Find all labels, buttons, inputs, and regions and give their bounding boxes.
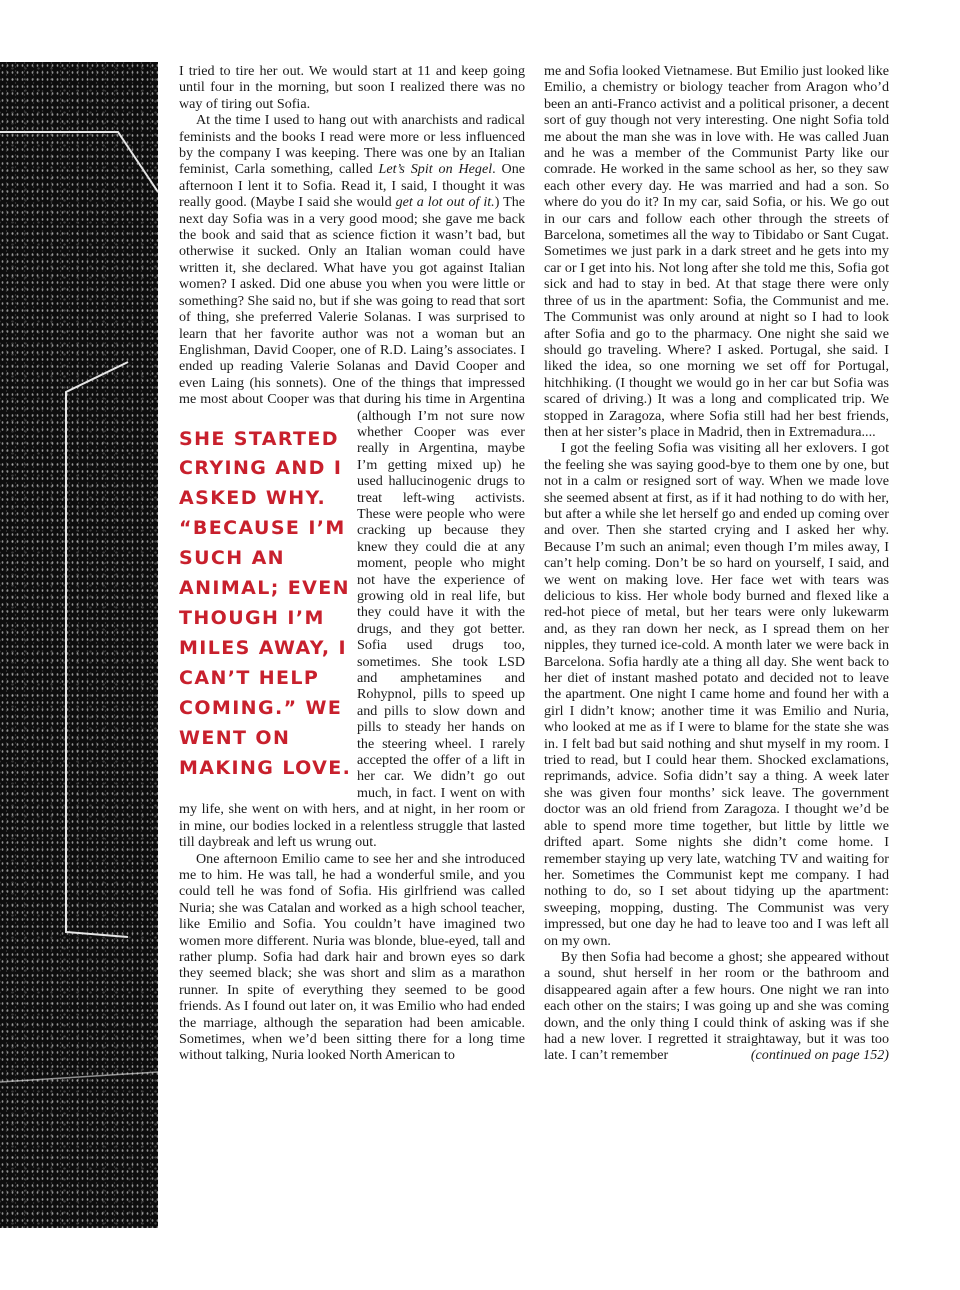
line-frame-graphic (0, 62, 158, 1228)
paragraph-text: . One afternoon I lent it to Sofia. Read it, I said, I thought it was really good. (Maybe I said she would (179, 161, 525, 211)
pull-quote: SHE STARTED CRYING AND I ASKED WHY. “BECAUSE I’M SUCH AN ANIMAL; EVEN THOUGH I’M MILES AWAY, I CAN’T HELP COMING.” WE WENT ON MAKING LOVE. (179, 427, 352, 779)
paragraph (544, 949, 889, 1064)
article-column-right (544, 63, 889, 1064)
paragraph: One afternoon Emilio came to see her and she introduced me to him. He was tall, he had a wonderful smile, and you could tell he was fond of Sofia. His girlfriend was called Nuria; she was Catalan and worked as a high school teacher, like Emilio and Sofia. You couldn’t have imagined two women more different. Nuria was blonde, blue-eyed, tall and rather plump. Sofia had dark hair and brown eyes so dark they seemed black; she was short and slim as a marathon runner. In spite of everything they seemed to be good friends. As I found out later on, it was Emilio who had ended the marriage, although the separation had been amicable. Sometimes, when we’d been sitting there for a long time without talking, Nuria looked North American to (179, 850, 525, 1064)
book-title: Let’s Spit on Hegel (378, 161, 493, 178)
paragraph (179, 112, 525, 850)
paragraph: I tried to tire her out. We would start at 11 and keep going until four in the morning, but soon I realized there was no way of tiring out Sofia. (179, 63, 525, 112)
paragraph-text: By then Sofia had become a ghost; she appeared without a sound, shut herself in her room or the bathroom and disappeared again after a few hours. One night we ran into each other on the stairs; I was going up and she was coming down, and the only thing I could think of asking was if she had a new lover. I regretted it straightaway, but it was too late. I can’t remember (544, 948, 889, 1064)
continued-note: (continued on page 152) (750, 1047, 889, 1064)
decorative-artwork-panel (0, 62, 158, 1228)
paragraph: I got the feeling Sofia was visiting all her exlovers. I got the feeling she was saying good-bye to them one by one, but not in a calm or resigned sort of way. When we made love she seemed absent at first, as if it had nothing to do with her, but after a while she let herself go and ended up coming over and over. Then she started crying and I asked her why. Because I’m such an animal; even though I’m miles away, I can’t help coming. Don’t be so hard on yourself, I said, and we went on making love. Her face wet with tears was delicious to kiss. Her whole body burned and flexed like a red-hot piece of metal, but her tears were only lukewarm and, as they ran down her neck, as I spread them on her nipples, they turned ice-cold. A month later we were back in Barcelona. Sofia hardly ate a thing all day. She went back to her diet of instant mashed potato and decided not to leave the apartment. One night I came home and found her with a girl I didn’t know; another time it was Emilio and Nuria, who looked at me as if I were to blame for the state she was in. I felt bad but said nothing and shut myself in my room. I tried to read, but I could hear them. Shocked exclamations, reprimands, advice. Sofia didn’t say a thing. A week later she was given four months’ sick leave. The government doctor was an old friend from Zaragoza. I thought we’d be able to spend more time together, but little by little we drifted apart. Some nights she didn’t come home. I remember staying up very late, watching TV and waiting for her. Sometimes the Communist kept me company. I had nothing to do, so I set about tidying up the apartment: sweeping, mopping, dusting. The Communist was very impressed, but one day he had to leave too and I was left all on my own. (544, 440, 889, 949)
paragraph: me and Sofia looked Vietnamese. But Emilio just looked like Emilio, a chemistry or biology teacher from Aragon who’d been an anti-Franco activist and a political prisoner, a decent sort of guy though not very interesting. One night Sofia told me about the man she was in love with. He was called Juan and he was a member of the Communist Party like our comrade. He worked in the same school as her, so they saw each other every day. He was married and had a son. So where do you do it? In my car, said Sofia, or his. We go out in our cars and follow each other through the streets of Barcelona, sometimes all the way to Tibidabo or Sant Cugat. Sometimes we just park in a dark street and he gets into my car or I get into his. Not long after she told me this, Sofia got sick and had to stay in bed. At that stage there were only three of us in the apartment: Sofia, the Communist and me. The Communist was only around at night so I had to look after Sofia and go to the pharmacy. One night she said we should go traveling. Where? I asked. Portugal, she said. I liked the idea, so one morning we set off for Portugal, hitchhiking. (I thought we would go in her car but Sofia was scared of driving.) It was a long and complicated trip. We stopped in Zaragoza, where Sofia still had her best friends, then at her sister’s place in Madrid, then in Extremadura.... (544, 63, 889, 440)
paragraph-text: At the time I used to hang out with anarchists and radical feminists and the books I read were more or less influenced by the company I was keeping. There was one by an Italian feminist, Carla something, called (179, 112, 525, 178)
article-column-left (179, 63, 525, 1064)
italic-phrase: get a lot out of it. (395, 194, 495, 211)
paragraph-text: ) The next day Sofia was in a very good mood; she gave me back the book and said that as science fiction it wasn’t bad, but otherwise it sucked. Only an Italian woman could have written it, she declared. What have you got against Italian women? I asked. Did one abuse you when you were little or something? She said no, but if she was going to read that sort of thing, she preferred Valerie Solanas. I was surprised to learn that her favorite author was not a woman but an Englishman, David Cooper, one of R.D. Laing’s associates. I ended up reading Valerie Solanas and David Cooper and even Laing (his sonnets). One of the things that impressed me most about Cooper was that during his time in Argentina (although I’m SHE STARTED CRYING AND I ASKED WHY. “BECAUSE I’M SUCH AN ANIMAL; EVEN THOUGH I’M MILES AWAY, I CAN’T HELP COMING.” WE WENT ON MAKING LOVE. not sure now whether Cooper was ever really in Argentina, maybe I’m getting mixed up) he used hallucinogenic drugs to treat left-wing activists. These were people who were cracking up because they knew they could die at any moment, people who might not have the experience of growing old in real life, but they could have it with the drugs, and they got better. Sofia used drugs too, sometimes. She took LSD and amphetamines and Rohypnol, pills to speed up and pills to slow down and pills to steady her hands on the steering wheel. I rarely accepted the offer of a lift in her car. We didn’t go out much, in fact. I went on with my life, she went on with hers, and at night, in her room or in mine, our bodies locked in a relentless struggle that lasted till daybreak and left us wrung out. (179, 194, 526, 851)
